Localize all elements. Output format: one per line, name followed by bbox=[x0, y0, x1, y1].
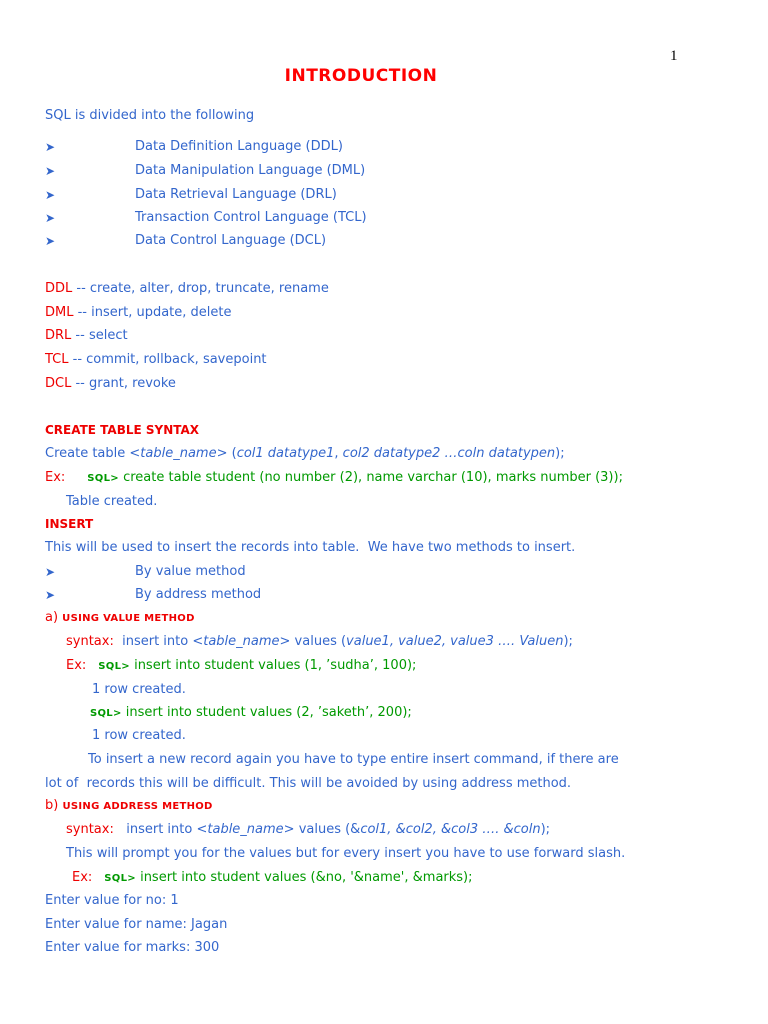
language-item: Data Retrieval Language (DRL) bbox=[135, 187, 337, 202]
address-method-syntax: syntax: insert into <table_name> values (&col1, &col2, &col3 …. &coln); bbox=[66, 822, 551, 837]
command-line: TCL -- commit, rollback, savepoint bbox=[45, 352, 267, 367]
bullet-icon: ➤ bbox=[45, 164, 56, 178]
page-title: INTRODUCTION bbox=[284, 66, 438, 86]
create-example: Ex: SQL> create table student (no number (2), name varchar (10), marks number (3)); bbox=[45, 470, 623, 485]
bullet-icon: ➤ bbox=[45, 211, 56, 225]
create-syntax: Create table <table_name> (col1 datatype1, col2 datatype2 …coln datatypen); bbox=[45, 446, 565, 461]
page-number: 1 bbox=[670, 48, 678, 64]
value-example-2: SQL> insert into student values (2, ’saketh’, 200); bbox=[90, 705, 412, 720]
language-item: Data Manipulation Language (DML) bbox=[135, 163, 366, 178]
method-item: By value method bbox=[135, 564, 246, 579]
language-item: Data Definition Language (DDL) bbox=[135, 139, 343, 154]
language-item: Data Control Language (DCL) bbox=[135, 233, 327, 248]
intro-text: SQL is divided into the following bbox=[45, 108, 255, 123]
prompt-line: Enter value for no: 1 bbox=[45, 893, 179, 908]
language-item: Transaction Control Language (TCL) bbox=[135, 210, 367, 225]
command-line: DRL -- select bbox=[45, 328, 128, 343]
command-line: DML -- insert, update, delete bbox=[45, 305, 232, 320]
bullet-icon: ➤ bbox=[45, 234, 56, 248]
prompt-line: Enter value for marks: 300 bbox=[45, 940, 220, 955]
bullet-icon: ➤ bbox=[45, 140, 56, 154]
bullet-icon: ➤ bbox=[45, 188, 56, 202]
bullet-icon: ➤ bbox=[45, 588, 56, 602]
value-method-heading: a) USING VALUE METHOD bbox=[45, 610, 195, 625]
value-note-1: To insert a new record again you have to type entire insert command, if there are bbox=[88, 752, 619, 767]
create-result: Table created. bbox=[66, 494, 158, 509]
method-item: By address method bbox=[135, 587, 262, 602]
command-line: DDL -- create, alter, drop, truncate, rename bbox=[45, 281, 329, 296]
address-example: Ex: SQL> insert into student values (&no, '&name', &marks); bbox=[72, 870, 473, 885]
value-note-2: lot of records this will be difficult. This will be avoided by using address method. bbox=[45, 776, 572, 791]
insert-heading: INSERT bbox=[45, 517, 94, 531]
prompt-line: Enter value for name: Jagan bbox=[45, 917, 228, 932]
value-result-2: 1 row created. bbox=[92, 728, 186, 743]
value-method-syntax: syntax: insert into <table_name> values (value1, value2, value3 …. Valuen); bbox=[66, 634, 573, 649]
value-result-1: 1 row created. bbox=[92, 682, 186, 697]
value-example-1: Ex: SQL> insert into student values (1, ’sudha’, 100); bbox=[66, 658, 417, 673]
address-note: This will prompt you for the values but for every insert you have to use forward slash. bbox=[66, 846, 626, 861]
command-line: DCL -- grant, revoke bbox=[45, 376, 176, 391]
insert-description: This will be used to insert the records into table. We have two methods to insert. bbox=[45, 540, 576, 555]
create-heading: CREATE TABLE SYNTAX bbox=[45, 423, 200, 437]
bullet-icon: ➤ bbox=[45, 565, 56, 579]
address-method-heading: b) USING ADDRESS METHOD bbox=[45, 798, 213, 813]
